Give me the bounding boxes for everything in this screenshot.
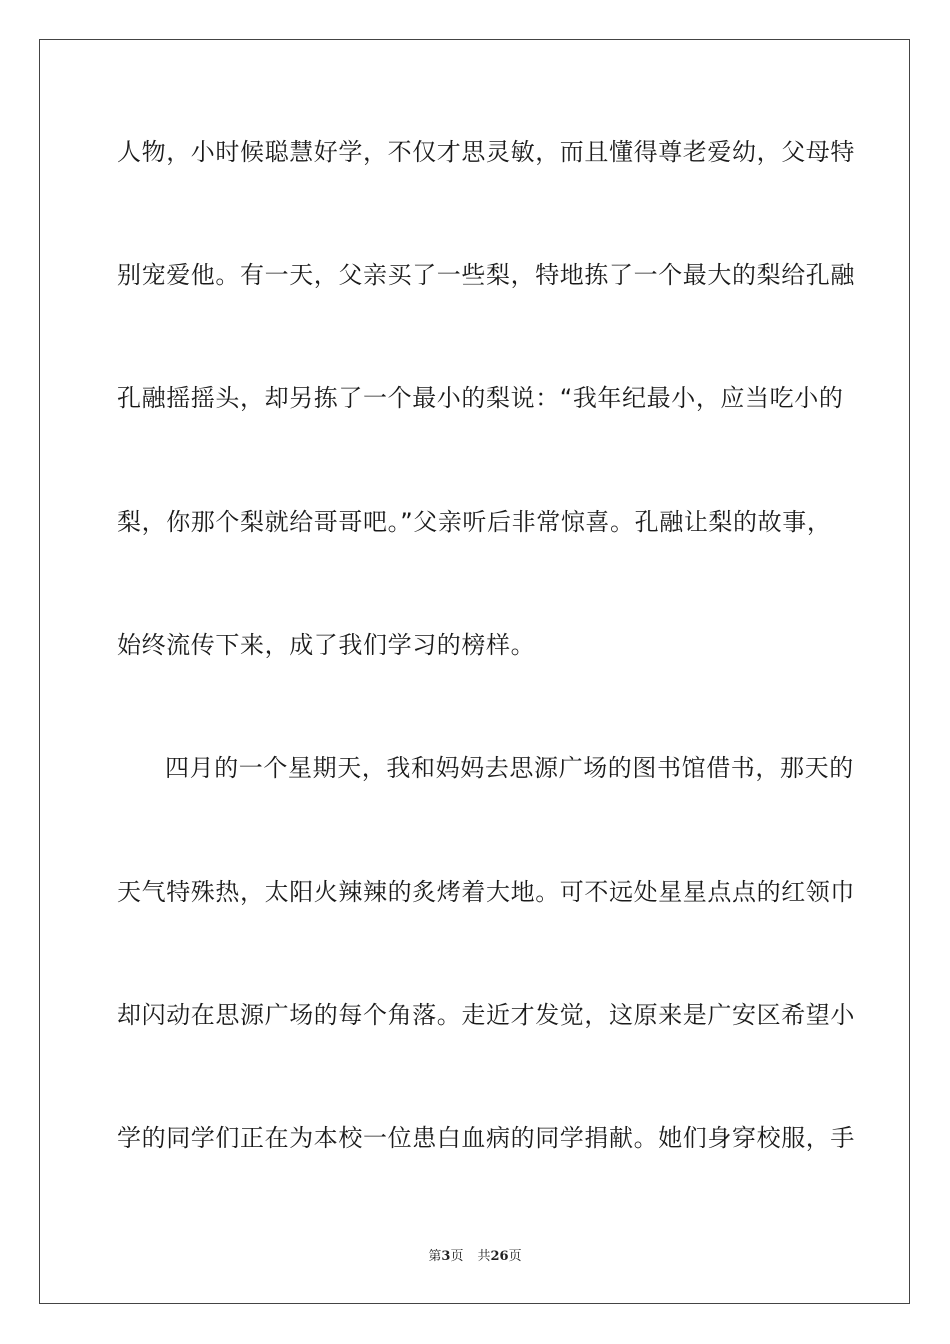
page-total: 26 xyxy=(490,1249,509,1264)
total-prefix: 共 xyxy=(477,1249,491,1264)
page-footer xyxy=(0,1249,950,1265)
text-line-3: 孔融摇摇头，却另拣了一个最小的梨说：“我年纪最小，应当吃小的 xyxy=(117,384,844,412)
text-line-9: 学的同学们正在为本校一位患白血病的同学捐献。她们身穿校服，手 xyxy=(117,1124,855,1152)
text-line-2: 别宠爱他。有一天，父亲买了一些梨，特地拣了一个最大的梨给孔融 xyxy=(117,261,855,289)
text-line-5: 始终流传下来，成了我们学习的榜样。 xyxy=(117,631,536,659)
total-suffix: 页 xyxy=(508,1249,522,1264)
page-prefix: 第 xyxy=(428,1249,442,1264)
page-border xyxy=(39,39,910,1304)
text-line-6: 四月的一个星期天，我和妈妈去思源广场的图书馆借书，那天的 xyxy=(165,754,854,782)
text-line-1: 人物，小时候聪慧好学，不仅才思灵敏，而且懂得尊老爱幼，父母特 xyxy=(117,138,855,166)
text-line-8: 却闪动在思源广场的每个角落。走近才发觉，这原来是广安区希望小 xyxy=(117,1001,855,1029)
page-current: 3 xyxy=(441,1249,451,1264)
text-line-4: 梨，你那个梨就给哥哥吧。”父亲听后非常惊喜。孔融让梨的故事， xyxy=(117,508,832,536)
text-line-7: 天气特殊热，太阳火辣辣的炙烤着大地。可不远处星星点点的红领巾 xyxy=(117,878,855,906)
page-suffix: 页 xyxy=(450,1249,464,1264)
